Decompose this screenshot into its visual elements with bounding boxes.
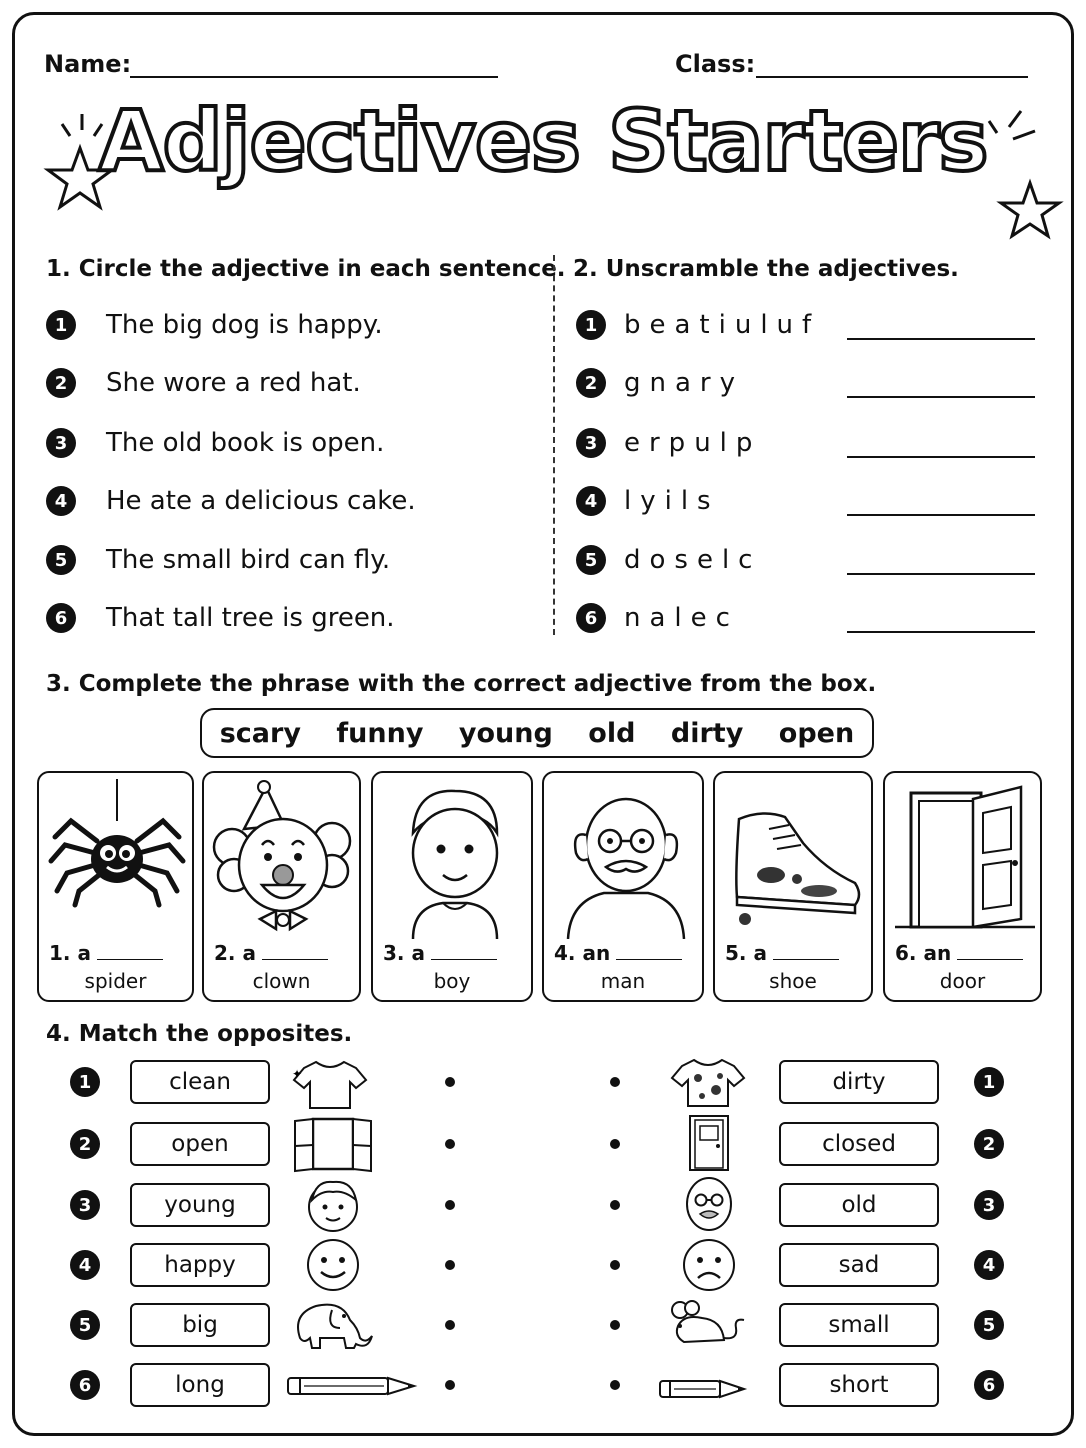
scramble-item — [576, 486, 720, 516]
scrambled-word: lyils — [624, 486, 720, 516]
card-phrase — [554, 941, 682, 965]
number-badge: 3 — [974, 1190, 1004, 1220]
scramble-item — [576, 428, 761, 458]
card-phrase — [383, 941, 497, 965]
number-badge: 5 — [974, 1310, 1004, 1340]
picture-card-shoe — [713, 771, 873, 1002]
picture-card-spider — [37, 771, 194, 1002]
answer-line[interactable] — [847, 338, 1035, 340]
answer-blank[interactable] — [616, 959, 682, 960]
answer-blank[interactable] — [957, 959, 1023, 960]
clown-icon — [204, 779, 363, 939]
right-word-box[interactable]: old — [779, 1183, 939, 1227]
number-badge: 1 — [46, 310, 76, 340]
answer-line[interactable] — [847, 573, 1035, 575]
picture-card-door — [883, 771, 1042, 1002]
sentence-item — [46, 428, 384, 458]
clean-shirt-icon — [290, 1056, 370, 1112]
card-noun: clown — [252, 969, 311, 993]
scramble-item — [576, 368, 744, 398]
card-prefix: 1. a — [49, 941, 91, 965]
left-word-box[interactable]: happy — [130, 1243, 270, 1287]
left-word-box[interactable]: clean — [130, 1060, 270, 1104]
number-badge: 2 — [974, 1129, 1004, 1159]
sad-face-icon — [680, 1236, 738, 1294]
left-word-box[interactable]: young — [130, 1183, 270, 1227]
card-phrase — [895, 941, 1023, 965]
number-badge: 4 — [974, 1250, 1004, 1280]
number-badge: 4 — [576, 486, 606, 516]
section4-title: 4. Match the opposites. — [46, 1021, 353, 1047]
left-match-dot[interactable] — [445, 1260, 455, 1270]
right-match-dot[interactable] — [610, 1200, 620, 1210]
card-noun: boy — [433, 969, 471, 993]
number-badge: 1 — [576, 310, 606, 340]
number-badge: 3 — [70, 1190, 100, 1220]
section2-title: 2. Unscramble the adjectives. — [573, 256, 959, 282]
scrambled-word: doselc — [624, 545, 762, 575]
word-box — [200, 708, 874, 758]
number-badge: 2 — [46, 368, 76, 398]
number-badge: 2 — [576, 368, 606, 398]
number-badge: 1 — [974, 1067, 1004, 1097]
word-box-item: funny — [336, 717, 424, 749]
number-badge: 1 — [70, 1067, 100, 1097]
open-door-icon — [885, 779, 1044, 939]
picture-card-boy — [371, 771, 533, 1002]
sentence-text[interactable]: The old book is open. — [106, 428, 385, 458]
short-pencil-icon — [656, 1376, 748, 1404]
section1-title: 1. Circle the adjective in each sentence. — [46, 256, 566, 282]
right-match-dot[interactable] — [610, 1077, 620, 1087]
picture-card-man — [542, 771, 704, 1002]
sentence-text[interactable]: He ate a delicious cake. — [106, 486, 416, 516]
left-match-dot[interactable] — [445, 1380, 455, 1390]
section-divider — [553, 255, 555, 635]
mouse-icon — [664, 1296, 748, 1352]
scrambled-word: erpulp — [624, 428, 762, 458]
right-word-box[interactable]: short — [779, 1363, 939, 1407]
sentence-item — [46, 368, 361, 398]
closed-door-icon — [686, 1114, 732, 1172]
card-noun: spider — [84, 969, 147, 993]
sentence-item — [46, 486, 416, 516]
sentence-text[interactable]: The big dog is happy. — [106, 310, 383, 340]
word-box-item: open — [778, 717, 855, 749]
answer-line[interactable] — [847, 456, 1035, 458]
card-phrase — [49, 941, 163, 965]
name-label: Name: — [44, 50, 132, 78]
right-word-box[interactable]: sad — [779, 1243, 939, 1287]
answer-blank[interactable] — [773, 959, 839, 960]
class-label: Class: — [675, 50, 756, 78]
number-badge: 4 — [46, 486, 76, 516]
word-box-item: scary — [219, 717, 301, 749]
left-word-box[interactable]: long — [130, 1363, 270, 1407]
section3-title: 3. Complete the phrase with the correct adjective from the box. — [46, 671, 877, 697]
smiley-icon — [304, 1236, 362, 1294]
number-badge: 3 — [576, 428, 606, 458]
card-phrase — [725, 941, 839, 965]
page-title: Adjectives Starters — [98, 92, 988, 190]
left-match-dot[interactable] — [445, 1320, 455, 1330]
answer-line[interactable] — [847, 514, 1035, 516]
elephant-icon — [286, 1294, 376, 1354]
number-badge: 6 — [70, 1370, 100, 1400]
spider-icon — [39, 779, 196, 939]
scrambled-word: nalec — [624, 603, 739, 633]
dirty-shoe-icon — [715, 779, 875, 939]
card-noun: man — [600, 969, 646, 993]
picture-card-clown — [202, 771, 361, 1002]
number-badge: 5 — [576, 545, 606, 575]
sentence-item — [46, 545, 390, 575]
right-match-dot[interactable] — [610, 1260, 620, 1270]
open-window-icon — [293, 1115, 373, 1173]
number-badge: 6 — [576, 603, 606, 633]
scramble-item — [576, 603, 739, 633]
right-word-box[interactable]: closed — [779, 1122, 939, 1166]
boy-face-icon — [304, 1176, 362, 1234]
name-field[interactable] — [130, 76, 498, 78]
answer-blank[interactable] — [262, 959, 328, 960]
sentence-item — [46, 603, 395, 633]
number-badge: 2 — [70, 1129, 100, 1159]
scrambled-word: beatiuluf — [624, 310, 821, 340]
answer-blank[interactable] — [97, 959, 163, 960]
left-match-dot[interactable] — [445, 1200, 455, 1210]
scrambled-word: gnary — [624, 368, 744, 398]
left-match-dot[interactable] — [445, 1139, 455, 1149]
number-badge: 6 — [46, 603, 76, 633]
word-box-item: young — [458, 717, 553, 749]
card-prefix: 2. a — [214, 941, 256, 965]
left-match-dot[interactable] — [445, 1077, 455, 1087]
sentence-text[interactable]: The small bird can fly. — [106, 545, 391, 575]
right-match-dot[interactable] — [610, 1380, 620, 1390]
word-box-item: old — [588, 717, 636, 749]
sentence-text[interactable]: That tall tree is green. — [106, 603, 395, 633]
number-badge: 4 — [70, 1250, 100, 1280]
number-badge: 6 — [974, 1370, 1004, 1400]
class-field[interactable] — [756, 76, 1028, 78]
number-badge: 3 — [46, 428, 76, 458]
answer-blank[interactable] — [431, 959, 497, 960]
right-word-box[interactable]: dirty — [779, 1060, 939, 1104]
number-badge: 5 — [46, 545, 76, 575]
answer-line[interactable] — [847, 631, 1035, 633]
card-prefix: 4. an — [554, 941, 611, 965]
old-man-face-icon — [680, 1174, 738, 1234]
card-noun: door — [939, 969, 986, 993]
old-man-icon — [544, 779, 706, 939]
sentence-item — [46, 310, 383, 340]
long-pencil-icon — [284, 1372, 420, 1402]
number-badge: 5 — [70, 1310, 100, 1340]
card-phrase — [214, 941, 328, 965]
right-word-box[interactable]: small — [779, 1303, 939, 1347]
left-word-box[interactable]: open — [130, 1122, 270, 1166]
scramble-item — [576, 310, 820, 340]
card-prefix: 5. a — [725, 941, 767, 965]
right-match-dot[interactable] — [610, 1320, 620, 1330]
card-noun: shoe — [769, 969, 817, 993]
left-word-box[interactable]: big — [130, 1303, 270, 1347]
word-box-item: dirty — [670, 717, 744, 749]
dirty-shirt-icon — [668, 1054, 748, 1110]
card-prefix: 6. an — [895, 941, 952, 965]
card-prefix: 3. a — [383, 941, 425, 965]
svg-text:✦: ✦ — [292, 1067, 303, 1081]
scramble-item — [576, 545, 761, 575]
boy-icon — [373, 779, 535, 939]
right-match-dot[interactable] — [610, 1139, 620, 1149]
answer-line[interactable] — [847, 396, 1035, 398]
sentence-text[interactable]: She wore a red hat. — [106, 368, 361, 398]
